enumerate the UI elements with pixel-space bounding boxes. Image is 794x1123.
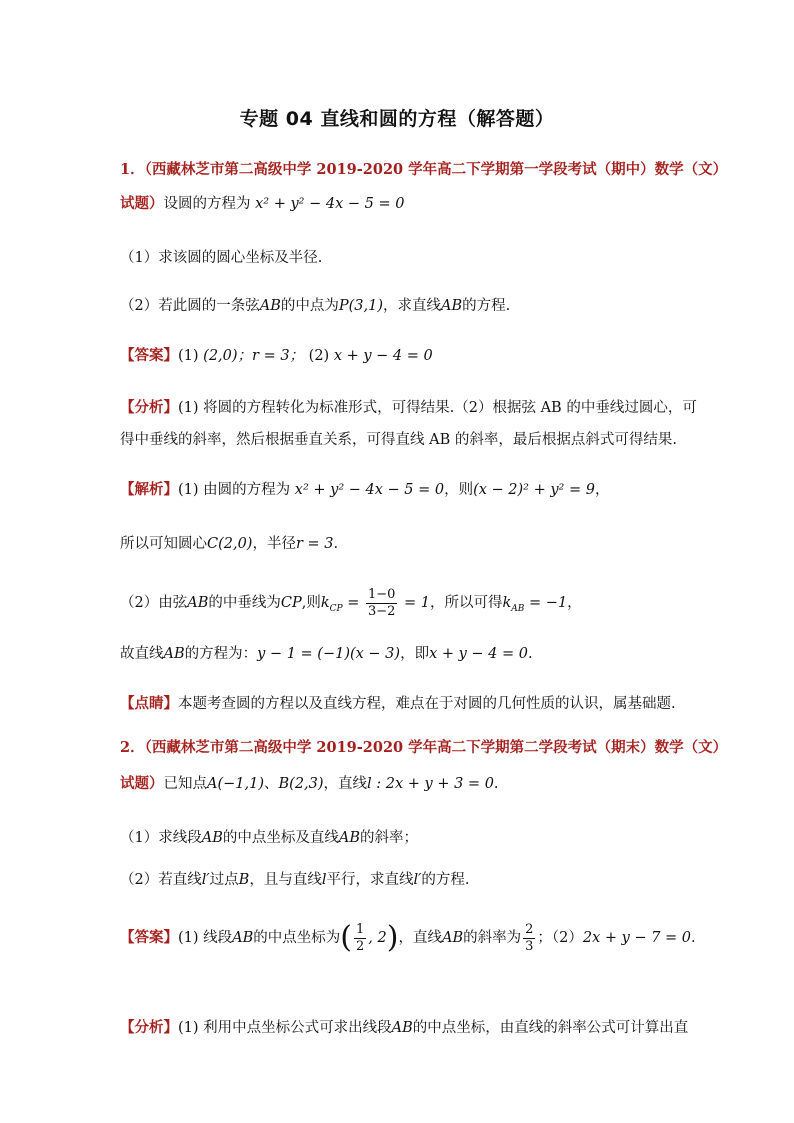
q2-answer: 【答案】(1) 线段AB的中点坐标为( $\frac{1}{2}$ , 2)，直线AB的斜率为 $\frac{2}{3}$ ；（2）2x + y − 7 = 0. [120, 920, 696, 955]
page-title: 专题 04 直线和圆的方程（解答题） [239, 108, 555, 130]
q1-solution-line2: 所以可知圆心C(2,0)，半径r = 3. [120, 536, 339, 552]
q2-header: 2．（西藏林芝市第二高级中学 2019-2020 学年高二下学期第二学段考试（期末）数学（文） [120, 739, 728, 756]
q2-stem: 试题）已知点A(−1,1)、B(2,3)，直线l : 2x + y + 3 = 0. [120, 775, 499, 792]
q1-header: 1．（西藏林芝市第二高级中学 2019-2020 学年高二下学期第一学段考试（期中）数学（文） [120, 161, 728, 178]
q1-solution-line3: （2）由弦AB的中垂线为CP,则$k_{CP}$ = $\frac{1-0}{3-2}$ = 1，所以可得$k_{AB} = -1$， [120, 586, 582, 619]
q2-part1: （1）求线段AB的中点坐标及直线AB的斜率； [120, 830, 419, 846]
fraction: $\frac{1}{2}$ [356, 921, 365, 954]
q2-analysis-line1: 【分析】(1) 利用中点坐标公式可求出线段AB的中点坐标，由直线的斜率公式可计算出直 [120, 1019, 689, 1036]
q1-analysis-line2: 得中垂线的斜率，然后根据垂直关系，可得直线 AB 的斜率，最后根据点斜式可得结果. [120, 432, 677, 448]
fraction: $\frac{2}{3}$ [525, 921, 534, 954]
q1-answer: 【答案】(1) (2,0)；r = 3； (2) x + y − 4 = 0 [120, 347, 433, 364]
fraction: $\frac{1-0}{3-2}$ [367, 586, 396, 619]
q1-solution-line1: 【解析】(1) 由圆的方程为 x² + y² − 4x − 5 = 0，则(x − 2)² + y² = 9， [120, 481, 610, 498]
q1-comment: 【点睛】本题考查圆的方程以及直线方程，难点在于对圆的几何性质的认识，属基础题. [120, 695, 676, 712]
q1-stem: 试题）设圆的方程为 x² + y² − 4x − 5 = 0 [120, 195, 405, 212]
q1-solution-line4: 故直线AB的方程为：y − 1 = (−1)(x − 3)，即x + y − 4 = 0. [120, 646, 533, 662]
q1-part1: （1）求该圆的圆心坐标及半径. [120, 250, 323, 266]
q1-part2: （2）若此圆的一条弦AB的中点为P(3,1)，求直线AB的方程. [120, 298, 511, 314]
q2-part2: （2）若直线l′过点B，且与直线l平行，求直线l′的方程. [120, 872, 470, 888]
q1-analysis-line1: 【分析】(1) 将圆的方程转化为标准形式，可得结果.（2）根据弦 AB 的中垂线过圆心，可 [120, 399, 697, 416]
